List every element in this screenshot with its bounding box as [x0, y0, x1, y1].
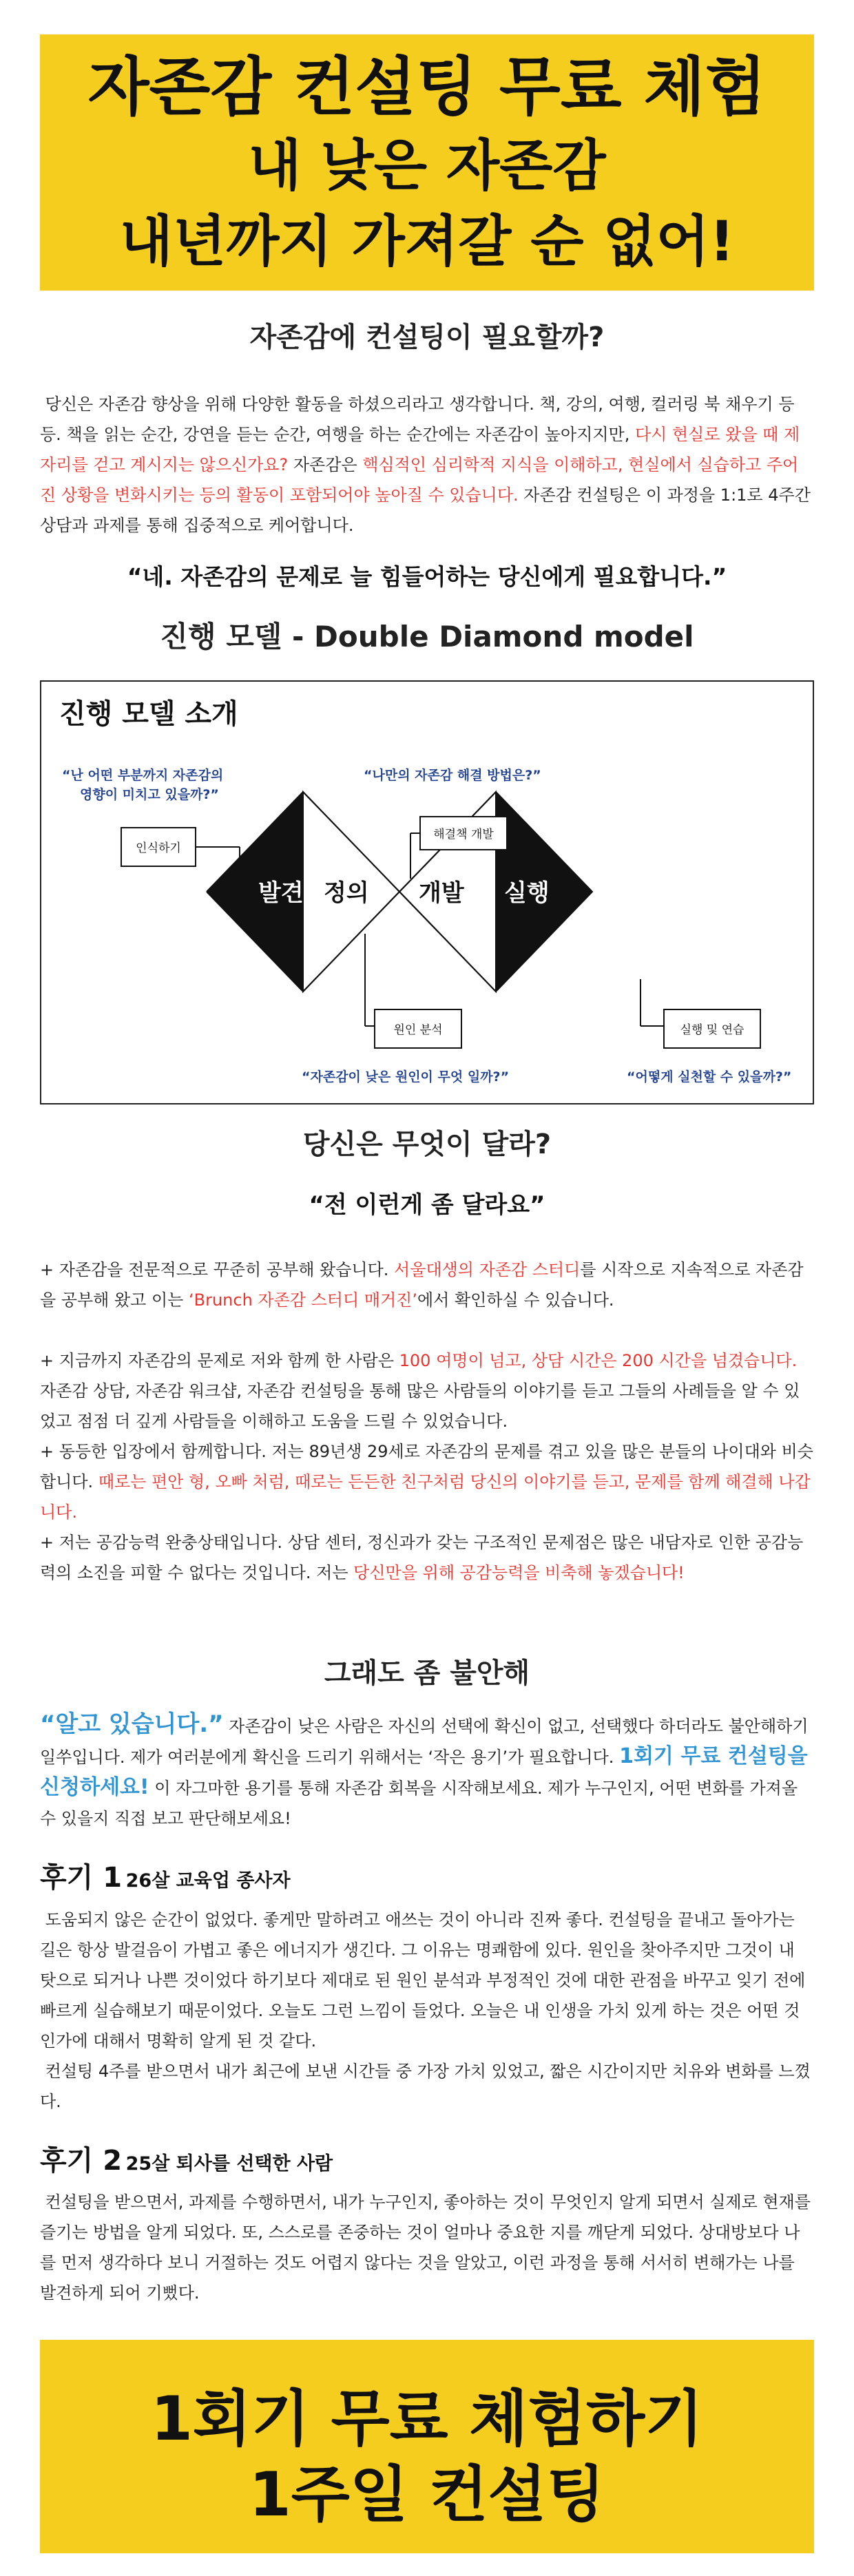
diff-bullet-1-highlight-b: ‘Brunch 자존감 스터디 매거진’ — [189, 1290, 417, 1310]
review-1-author: 26살 교육업 종사자 — [125, 1870, 291, 1892]
cta-line-1: 1회기 무료 체험하기 — [150, 2383, 704, 2454]
diff-bullet-1-highlight-a: 서울대생의 자존감 스터디 — [394, 1260, 581, 1279]
need-quote: “네. 자존감의 문제로 늘 힘들어하는 당신에게 필요합니다.” — [127, 563, 727, 590]
need-highlight-2: 핵심적인 심리학적 지식을 이해하고, 현실에서 실습하고 주어진 상황을 변화시키는 등의 활동이 포함되어야 높아질 수 있습니다. — [40, 455, 799, 505]
tag-recognize-label: 인식하기 — [136, 841, 181, 855]
diff-bullet-1-text-a: + 자존감을 전문적으로 꾸준히 공부해 왔습니다. — [40, 1260, 395, 1279]
diagram-canvas — [41, 682, 815, 1106]
review-1-text-1: 도움되지 않은 순간이 없었다. 좋게만 말하려고 애쓰는 것이 아니라 진짜 좋다. 컨설팅을 끝내고 돌아가는 길은 항상 발걸음이 가볍고 좋은 에너지가 생긴다. 그 이유는 명쾌함에 있다. 원인을 찾아주지만 그것이 내 탓으로 되거나 나쁜 것이었다 하기보다 제대로 된 원인 분석과 부정적인 것에 대한 관점을 바꾸고 잊기 전에 빠르게 실습해보기 때문이었다. 오늘도 그런 느낌이 들었다. 오늘은 내 인생을 가치 있게 하는 것은 어떤 것 인가에 대해서 명확히 알게 된 것 같다. — [40, 1910, 806, 2051]
review-1-text-extra — [40, 2056, 814, 2117]
anxious-text-a: 자존감이 낮은 사람은 자신의 선택에 확신이 없고, 선택했다 하더라도 불안해하기 일쑤입니다. 제가 여러분에게 확신을 드리기 위해서는 ‘작은 용기’가 필요합니다. — [40, 1717, 809, 1767]
diff-bullet-3-text: + 동등한 입장에서 함께합니다. 저는 89년생 29세로 자존감의 문제를 겪고 있을 많은 분들의 나이대와 비슷합니다. — [40, 1442, 813, 1491]
diagram-title: 진행 모델 소개 — [59, 698, 238, 730]
need-highlight-1: 다시 현실로 왔을 때 제자리를 걷고 계시지는 않으신가요? — [40, 425, 800, 474]
diff-bullet-4-highlight: 당신만을 위해 공감능력을 비축해 놓겠습니다! — [353, 1563, 685, 1582]
diff-bullet-3 — [40, 1436, 814, 1527]
review-2-text — [40, 2187, 814, 2308]
diff-bullet-2-text-b: 자존감 상담, 자존감 워크샵, 자존감 컨설팅을 통해 많은 사람들의 이야기를 듣고 그들의 사례들을 알 수 있었고 점점 더 깊게 사람들을 이해하고 도움을 드릴 수 있었습니다. — [40, 1381, 800, 1431]
anxious-blue-quote: “알고 있습니다.” — [40, 1710, 224, 1738]
question-4: “어떻게 실천할 수 있을까?” — [627, 1069, 792, 1085]
diff-bullet-1-text-c: 에서 확인하실 수 있습니다. — [417, 1290, 614, 1310]
need-text-2: 자존감은 — [288, 455, 363, 474]
banner-subtitle-2: 내년까지 가져갈 순 없어! — [119, 209, 735, 273]
stage-develop-label: 개발 — [419, 879, 464, 907]
anxious-cta: 1회기 무료 컨설팅을 신청하세요! — [40, 1744, 808, 1799]
question-1-line-1: “난 어떤 부분까지 자존감의 — [62, 768, 224, 783]
diff-bullet-2 — [40, 1345, 814, 1436]
section-heading-need: 자존감에 컨설팅이 필요할까? — [249, 322, 605, 353]
review-2-number: 후기 2 — [40, 2145, 123, 2177]
stage-discover-label: 발견 — [258, 879, 304, 907]
tag-cause-label: 원인 분석 — [393, 1023, 443, 1037]
diff-bullet-3-highlight: 때로는 편안 형, 오빠 처럼, 때로는 든든한 친구처럼 당신의 이야기를 듣고, 문제를 함께 해결해 나갑니다. — [40, 1472, 811, 1522]
top-banner — [40, 34, 814, 291]
need-text-1: 당신은 자존감 향상을 위해 다양한 활동을 하셨으리라고 생각합니다. 책, 강의, 여행, 컬러링 북 채우기 등등. 책을 읽는 순간, 강연을 듣는 순간, 여행을 하는 순간에는 자존감이 높아지지만, — [40, 395, 795, 444]
diff-bullet-1-text-b: 를 시작으로 지속적으로 자존감을 공부해 왔고 이는 — [40, 1260, 804, 1310]
anxious-text-b: 이 자그마한 용기를 통해 자존감 회복을 시작해보세요. 제가 누구인지, 어떤 변화를 가져올 수 있을지 직접 보고 판단해보세요! — [40, 1779, 798, 1828]
double-diamond-diagram — [40, 680, 814, 1104]
tag-practice-label: 실행 및 연습 — [680, 1023, 744, 1037]
review-1-number: 후기 1 — [40, 1862, 123, 1894]
diff-bullet-2-highlight: 100 여명이 넘고, 상담 시간은 200 시간을 넘겼습니다. — [399, 1351, 798, 1370]
question-2: “나만의 자존감 해결 방법은?” — [364, 768, 541, 783]
question-1-line-2: 영향이 미치고 있을까?” — [80, 787, 219, 802]
need-text-3: 자존감 컨설팅은 이 과정을 1:1로 4주간 상담과 과제를 통해 집중적으로 케어합니다. — [40, 485, 811, 535]
banner-subtitle-1: 내 낮은 자존감 — [248, 134, 606, 198]
tag-solution-label: 해결책 개발 — [433, 828, 494, 841]
section-heading-model: 진행 모델 - Double Diamond model — [160, 620, 694, 653]
diff-quote: “전 이런게 좀 달라요” — [309, 1191, 545, 1219]
stage-deliver-label: 실행 — [504, 879, 550, 907]
diff-bullet-4-text: + 저는 공감능력 완충상태입니다. 상담 센터, 정신과가 갖는 구조적인 문제점은 많은 내담자로 인한 공감능력의 소진을 피할 수 없다는 것입니다. 저는 — [40, 1533, 804, 1582]
bottom-cta-banner[interactable] — [40, 2340, 814, 2553]
review-2-author: 25살 퇴사를 선택한 사람 — [125, 2153, 333, 2175]
diff-bullet-2-text-a: + 지금까지 자존감의 문제로 저와 함께 한 사람은 — [40, 1351, 399, 1370]
cta-line-2: 1주일 컨설팅 — [249, 2459, 605, 2530]
diff-bullet-1 — [40, 1255, 814, 1315]
review-1-title — [40, 1856, 291, 1895]
anxious-paragraph — [40, 1709, 814, 1834]
section-heading-diff: 당신은 무엇이 달라? — [302, 1129, 552, 1160]
question-3: “자존감이 낮은 원인이 무엇 일까?” — [302, 1069, 510, 1085]
review-2-text-1: 컨설팅을 받으면서, 과제를 수행하면서, 내가 누구인지, 좋아하는 것이 무엇인지 알게 되면서 실제로 현재를 즐기는 방법을 알게 되었다. 또, 스스로를 존중하는 것이 얼마나 중요한 지를 깨닫게 되었다. 상대방보다 나를 먼저 생각하다 보니 거절하는 것도 어렵지 않다는 것을 알았고, 이런 과정을 통해 서서히 변해가는 나를 발견하게 되어 기뻤다. — [40, 2192, 811, 2303]
section-heading-anxious: 그래도 좀 불안해 — [324, 1657, 530, 1689]
need-paragraph — [40, 389, 814, 541]
diff-bullet-4 — [40, 1527, 814, 1588]
review-2-title — [40, 2139, 333, 2178]
banner-title: 자존감 컨설팅 무료 체험 — [87, 50, 767, 124]
review-1-text-2: 컨설팅 4주를 받으면서 내가 최근에 보낸 시간들 중 가장 가치 있었고, 짧은 시간이지만 치유와 변화를 느꼈다. — [40, 2062, 811, 2111]
review-1-text — [40, 1905, 814, 2056]
stage-define-label: 정의 — [324, 879, 369, 907]
